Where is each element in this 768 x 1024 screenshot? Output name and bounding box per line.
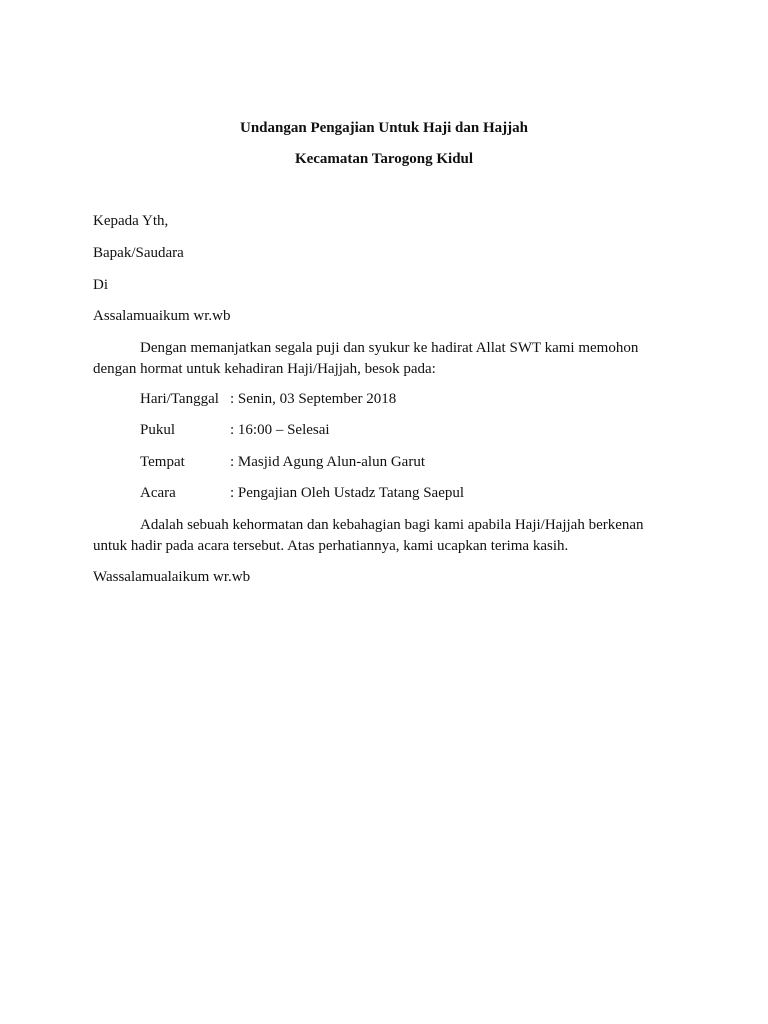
document-subtitle: Kecamatan Tarogong Kidul [294, 151, 474, 167]
recipient-line-2: Bapak/Saudara [93, 245, 184, 261]
detail-value: : Pengajian Oleh Ustadz Tatang Saepul [230, 485, 465, 501]
greeting: Assalamuaikum wr.wb [93, 308, 231, 324]
detail-label: Hari/Tanggal [140, 391, 219, 407]
detail-value: : 16:00 – Selesai [230, 422, 330, 438]
body-paragraph-2-line-1: Adalah sebuah kehormatan dan kebahagian bagi kami apabila Haji/Hajjah berkenan [140, 517, 644, 533]
detail-label: Tempat [140, 454, 185, 470]
detail-label: Pukul [140, 422, 176, 438]
detail-value: : Masjid Agung Alun-alun Garut [230, 454, 425, 470]
recipient-line-3: Di [93, 277, 108, 293]
body-paragraph-1-line-1: Dengan memanjatkan segala puji dan syukur ke hadirat Allat SWT kami memohon [140, 340, 639, 356]
body-paragraph-2-line-2: untuk hadir pada acara tersebut. Atas perhatiannya, kami ucapkan terima kasih. [93, 538, 569, 554]
detail-value: : Senin, 03 September 2018 [230, 391, 397, 407]
recipient-line-1: Kepada Yth, [93, 213, 169, 229]
closing: Wassalamualaikum wr.wb [93, 569, 251, 585]
detail-row-place [140, 453, 425, 471]
detail-row-date [140, 390, 396, 408]
document-title: Undangan Pengajian Untuk Haji dan Hajjah [240, 120, 528, 136]
body-paragraph-1-line-2: dengan hormat untuk kehadiran Haji/Hajjah, besok pada: [93, 361, 436, 377]
detail-label: Acara [140, 485, 176, 501]
detail-row-time [140, 421, 330, 439]
detail-row-event [140, 484, 464, 502]
